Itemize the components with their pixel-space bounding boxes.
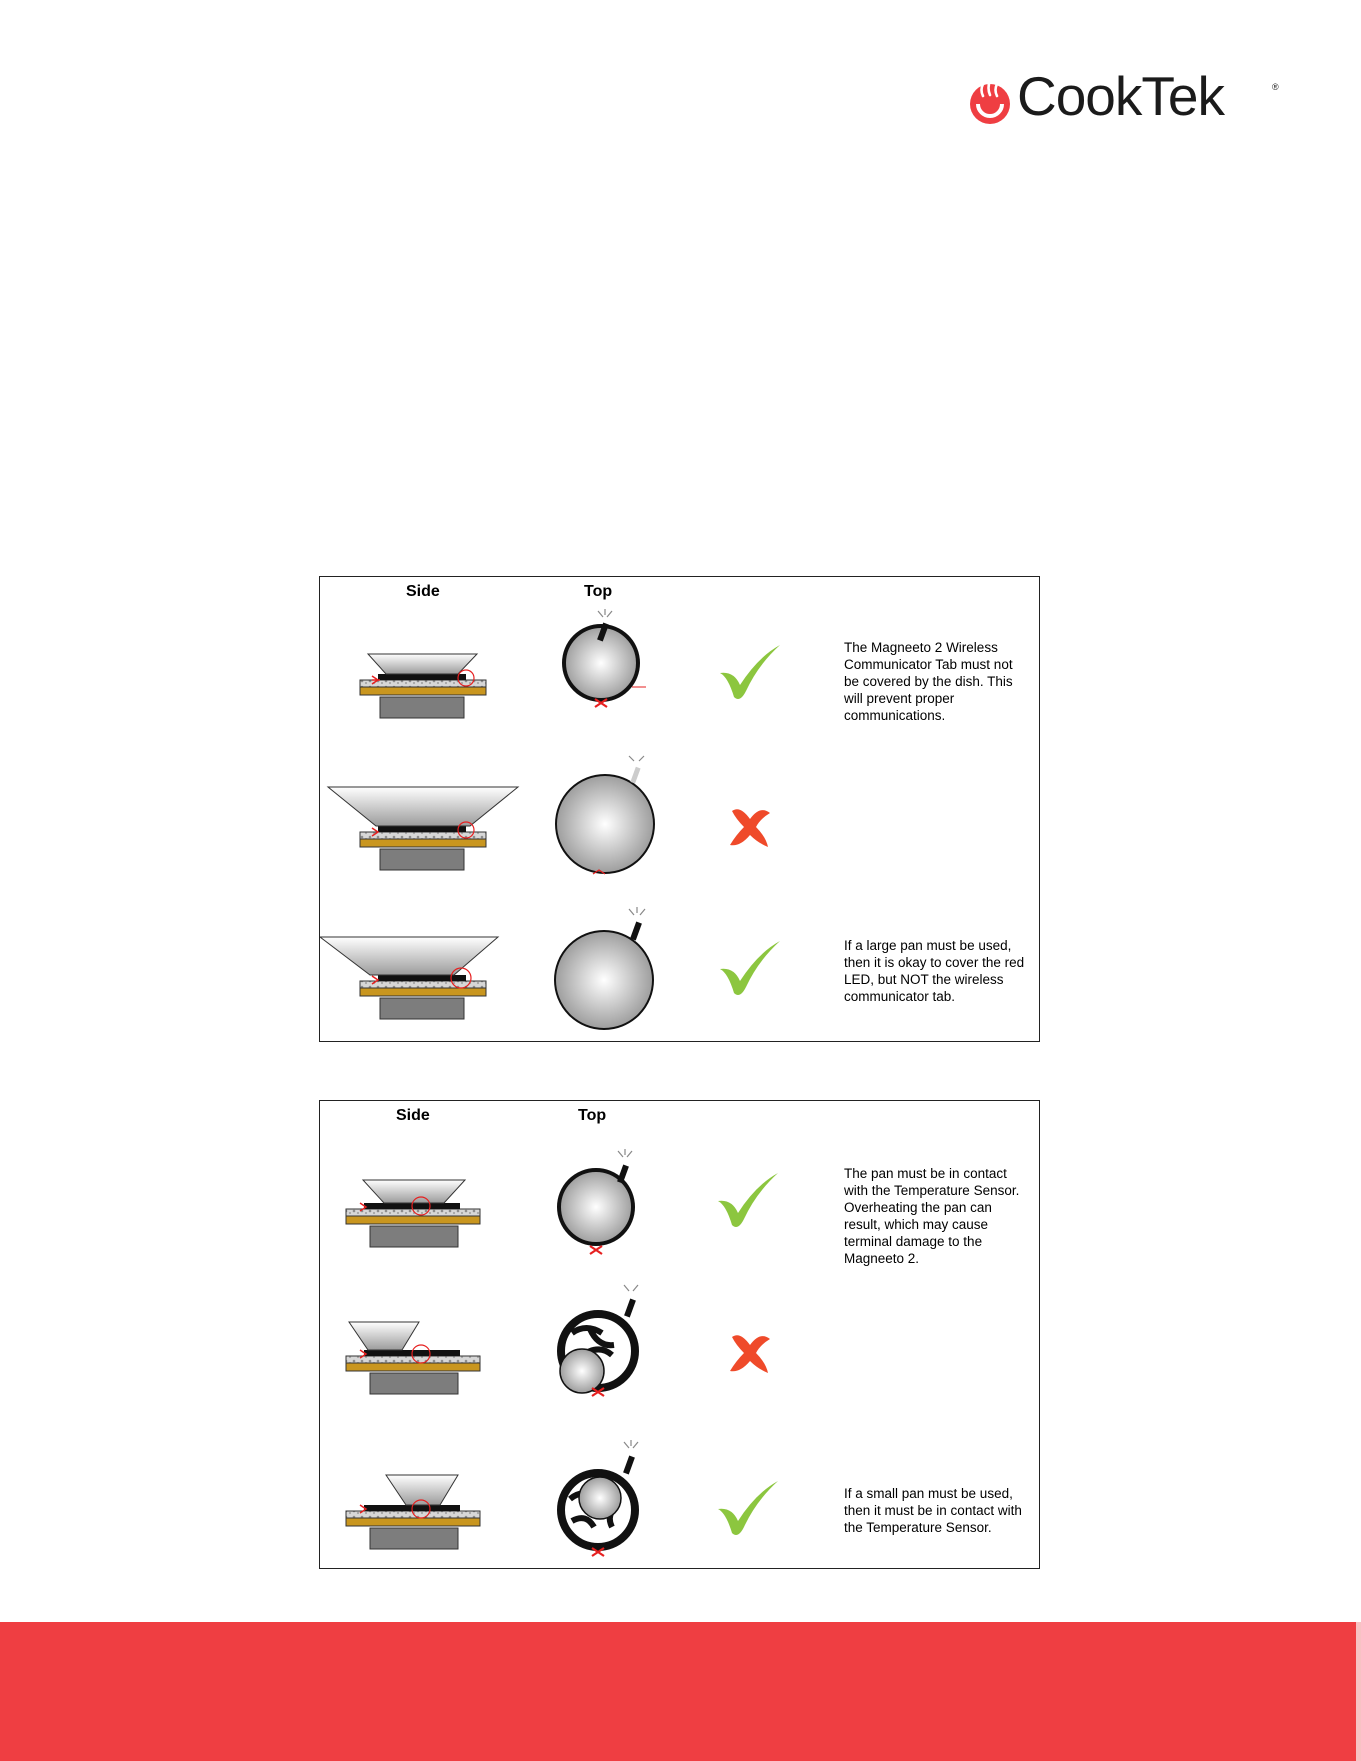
side-view-row2	[328, 787, 518, 870]
top-column-header: Top	[584, 583, 613, 600]
cooktek-logo	[966, 65, 1286, 130]
x-icon	[726, 1329, 774, 1375]
placement-panel-communicator	[319, 576, 1040, 1042]
flame-logo-icon	[966, 76, 1014, 124]
top-view-row3	[561, 1440, 638, 1556]
side-view-row3	[320, 937, 498, 1019]
note-small-pan: If a small pan must be used, then it must be in contact with the Temperature Sensor.	[844, 1486, 1022, 1535]
note-communicator-tab: The Magneeto 2 Wireless Communicator Tab must not be covered by the dish. This will prevent proper communications.	[844, 640, 1013, 723]
top-view-row2	[560, 1285, 638, 1396]
check-icon	[716, 1479, 780, 1541]
side-view-row2	[346, 1322, 480, 1394]
top-view-row1	[564, 609, 646, 707]
top-view-row2	[556, 756, 654, 874]
side-column-header: Side	[406, 583, 440, 600]
top-column-header: Top	[578, 1107, 607, 1124]
top-view-row3	[555, 907, 653, 1029]
side-view-row3	[346, 1475, 480, 1549]
check-icon	[716, 1171, 780, 1233]
check-icon	[718, 643, 782, 705]
footer-edge	[1356, 1622, 1361, 1761]
top-view-row1	[559, 1149, 633, 1254]
side-view-row1	[346, 1180, 480, 1247]
footer-band	[0, 1622, 1361, 1761]
placement-panel-temperature-sensor	[319, 1100, 1040, 1569]
registered-mark: ®	[1272, 82, 1279, 92]
check-icon	[718, 939, 782, 1001]
note-large-pan: If a large pan must be used, then it is okay to cover the red LED, but NOT the wireless communicator tab.	[844, 938, 1025, 1004]
note-temperature-sensor: The pan must be in contact with the Temperature Sensor. Overheating the pan can result, which may cause terminal damage to the Magneeto 2.	[844, 1166, 1020, 1266]
side-view-row1	[360, 654, 486, 718]
side-column-header: Side	[396, 1107, 430, 1124]
logo-wordmark: CookTek	[1017, 65, 1224, 127]
x-icon	[726, 803, 774, 849]
